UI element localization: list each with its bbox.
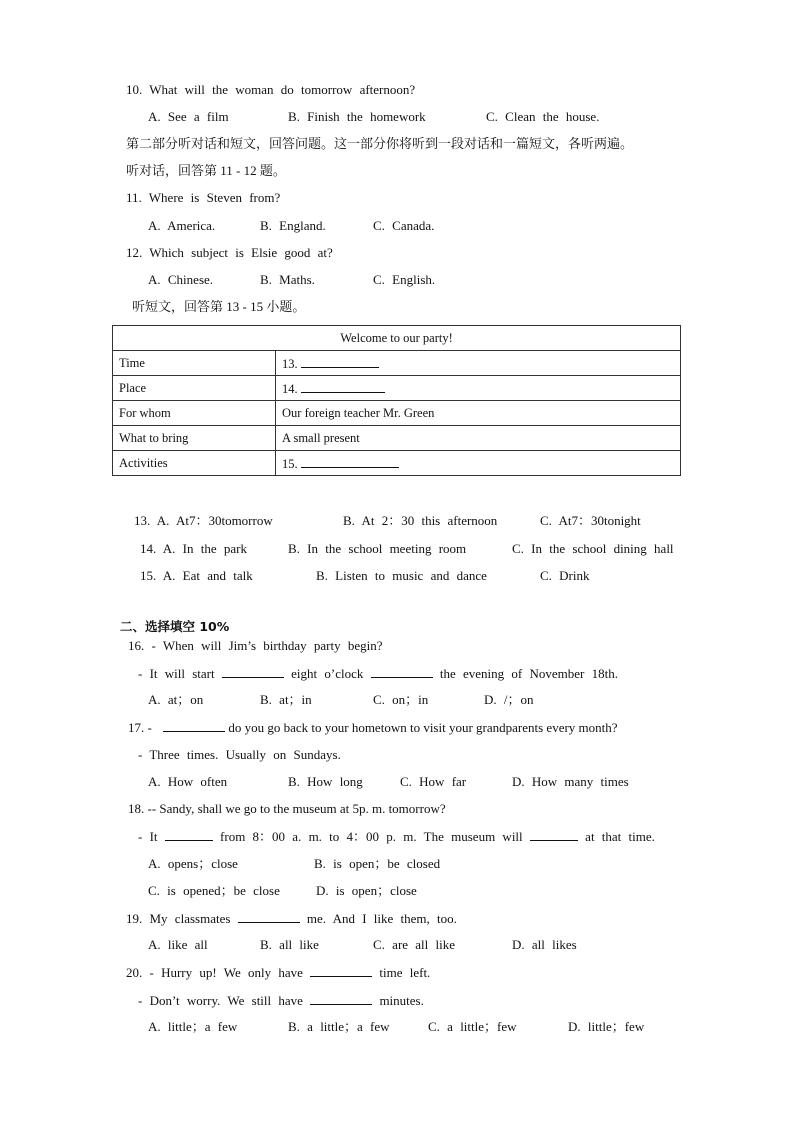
answer-blank[interactable]	[301, 455, 399, 468]
q18-option-a: A. opens；close	[148, 856, 238, 871]
table-title: Welcome to our party!	[113, 326, 681, 351]
q17-option-c: C. How far	[400, 774, 467, 789]
q15-option-a: 15. A. Eat and talk	[140, 568, 253, 583]
part2-intro: 第二部分听对话和短文，回答问题。这一部分你将听到一段对话和一篇短文，各听两遍。	[126, 136, 634, 151]
table-row-label: For whom	[113, 401, 276, 426]
table-row-label: What to bring	[113, 426, 276, 451]
party-table	[112, 325, 681, 476]
q10-stem: 10. What will the woman do tomorrow afternoon?	[126, 82, 416, 97]
q20-option-d: D. little；few	[568, 1019, 645, 1034]
q18-option-b: B. is open；be closed	[314, 856, 441, 871]
table-row-value: A small present	[276, 426, 681, 451]
q18-option-d: D. is open；close	[316, 883, 417, 898]
q20-option-b: B. a little；a few	[288, 1019, 390, 1034]
q18-stem: 18. -- Sandy, shall we go to the museum at 5p. m. tomorrow?	[128, 801, 446, 816]
passage-intro: 听短文，回答第 13 - 15 小题。	[132, 299, 306, 314]
answer-blank[interactable]	[301, 380, 385, 393]
table-row-label: Place	[113, 376, 276, 401]
q10-option-c: C. Clean the house.	[486, 109, 600, 124]
table-row-value: 14.	[276, 376, 681, 401]
q15-option-c: C. Drink	[540, 568, 590, 583]
answer-blank[interactable]	[371, 665, 433, 678]
q17-option-d: D. How many times	[512, 774, 629, 789]
section2-heading: 二、选择填空 10%	[120, 619, 230, 634]
table-row	[113, 351, 681, 376]
q12-option-b: B. Maths.	[260, 272, 315, 287]
q16-stem: 16. - When will Jim’s birthday party begin?	[128, 638, 383, 653]
q16-option-b: B. at；in	[260, 692, 312, 707]
q15-option-b: B. Listen to music and dance	[316, 568, 487, 583]
q16-option-d: D. /；on	[484, 692, 534, 707]
q13-option-b: B. At 2：30 this afternoon	[343, 513, 498, 528]
q16-option-a: A. at；on	[148, 692, 204, 707]
q18-option-c: C. is opened；be close	[148, 883, 280, 898]
q17-option-b: B. How long	[288, 774, 363, 789]
q11-option-a: A. America.	[148, 218, 216, 233]
table-row-value: Our foreign teacher Mr. Green	[276, 401, 681, 426]
answer-blank[interactable]	[222, 665, 284, 678]
q14-option-b: B. In the school meeting room	[288, 541, 467, 556]
q16-answer: - It will start eight o’clock the evening of November 18th.	[138, 666, 618, 681]
q12-option-a: A. Chinese.	[148, 272, 214, 287]
q14-option-c: C. In the school dining hall	[512, 541, 674, 556]
table-row-label: Activities	[113, 451, 276, 476]
q19-option-d: D. all likes	[512, 937, 577, 952]
dialog-intro: 听对话，回答第 11 - 12 题。	[126, 163, 286, 178]
q20-answer: - Don’t worry. We still have minutes.	[138, 993, 424, 1008]
q13-option-c: C. At7：30tonight	[540, 513, 641, 528]
answer-blank[interactable]	[310, 964, 372, 977]
q14-option-a: 14. A. In the park	[140, 541, 247, 556]
table-title-row	[113, 326, 681, 351]
answer-blank[interactable]	[163, 719, 225, 732]
q10-option-b: B. Finish the homework	[288, 109, 426, 124]
q11-option-c: C. Canada.	[373, 218, 435, 233]
q17-option-a: A. How often	[148, 774, 228, 789]
table-row	[113, 426, 681, 451]
q13-option-a: 13. A. At7：30tomorrow	[134, 513, 273, 528]
table-row-value: 13.	[276, 351, 681, 376]
q11-option-b: B. England.	[260, 218, 326, 233]
q10-option-a: A. See a film	[148, 109, 229, 124]
q17-stem: 17. - do you go back to your hometown to visit your grandparents every month?	[128, 720, 618, 735]
q16-option-c: C. on；in	[373, 692, 429, 707]
q20-option-c: C. a little；few	[428, 1019, 517, 1034]
answer-blank[interactable]	[530, 828, 578, 841]
table-row	[113, 451, 681, 476]
q12-option-c: C. English.	[373, 272, 436, 287]
answer-blank[interactable]	[238, 910, 300, 923]
answer-blank[interactable]	[165, 828, 213, 841]
q19-stem: 19. My classmates me. And I like them, too.	[126, 911, 457, 926]
q18-answer: - It from 8：00 a. m. to 4：00 p. m. The museum will at that time.	[138, 829, 655, 844]
q19-option-b: B. all like	[260, 937, 319, 952]
q19-option-a: A. like all	[148, 937, 208, 952]
q11-stem: 11. Where is Steven from?	[126, 190, 281, 205]
q20-stem: 20. - Hurry up! We only have time left.	[126, 965, 431, 980]
table-row	[113, 376, 681, 401]
q12-stem: 12. Which subject is Elsie good at?	[126, 245, 333, 260]
q17-answer: - Three times. Usually on Sundays.	[138, 747, 341, 762]
q19-option-c: C. are all like	[373, 937, 456, 952]
table-row-label: Time	[113, 351, 276, 376]
table-row-value: 15.	[276, 451, 681, 476]
q20-option-a: A. little；a few	[148, 1019, 238, 1034]
answer-blank[interactable]	[310, 992, 372, 1005]
table-row	[113, 401, 681, 426]
answer-blank[interactable]	[301, 355, 379, 368]
